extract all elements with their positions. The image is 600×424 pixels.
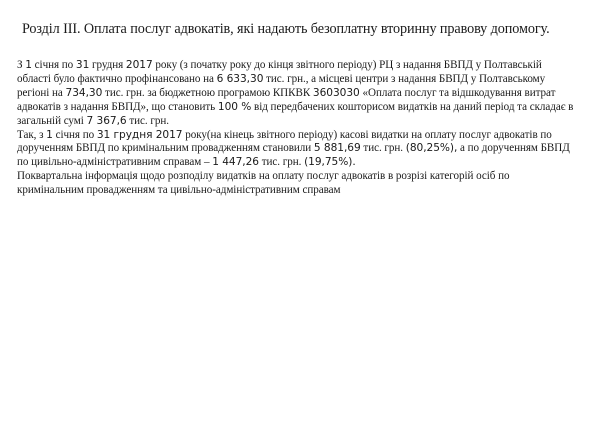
text-run: року (з початку року до кінця звітного періоду) РЦ з надання БВПД у Полтавській області було фактично профінансовано на: [17, 59, 542, 85]
text-run: січня по: [31, 59, 76, 71]
number-run: 1: [25, 59, 32, 71]
text-run: Так, з: [17, 128, 47, 141]
slide-title: Розділ ІІІ. Оплата послуг адвокатів, які надають безоплатну вторинну правову допомогу.: [22, 21, 550, 37]
paragraph-quarterly-info: [17, 170, 577, 198]
text-run: а по дорученням БВПД по цивільно-адміністративним справам –: [17, 142, 570, 169]
paragraph-funding: [17, 59, 577, 129]
paragraph-expenses: [17, 129, 577, 171]
text-run: тис. грн., а місцеві центри з надання БВПД у Полтавському регіоні на: [17, 72, 546, 99]
number-run: 7 367,6: [86, 114, 127, 127]
text-run: З: [17, 59, 26, 71]
number-run: (19,75%).: [304, 156, 356, 169]
text-run: від передбачених кошторисом видатків на даний період та складає в загальній сумі: [17, 100, 574, 127]
number-run: 1: [46, 128, 53, 141]
number-run: 100 %: [217, 100, 252, 113]
text-run: Поквартальна інформація щодо розподілу видатків на оплату послуг адвокатів в розрізі категорій осіб по кримінальним провадженням та цивільно-адміністративним справам: [17, 170, 510, 197]
slide-body: [17, 59, 577, 198]
text-run: «Оплата послуг та відшкодування витрат адвокатів з надання БВПД», що становить: [17, 86, 556, 113]
number-run: 5 881,69: [313, 142, 361, 155]
number-run: 3603030: [312, 86, 360, 99]
number-run: 734,30: [65, 86, 103, 99]
number-run: (80,25%),: [405, 142, 458, 155]
text-run: тис. грн. за бюджетною програмою КПКВК: [102, 86, 313, 99]
number-run: 1 447,26: [212, 156, 259, 169]
number-run: 6 633,30: [216, 72, 264, 85]
text-run: тис. грн.: [360, 142, 406, 155]
text-run: тис. грн.: [126, 114, 169, 127]
number-run: 31 грудня 2017: [96, 128, 183, 141]
text-run: грудня: [89, 59, 126, 71]
number-run: 31: [75, 59, 90, 71]
text-run: року(на кінець звітного періоду) касові видатки на оплату послуг адвокатів по дорученням БВПД по кримінальним провадженням становили: [17, 128, 552, 155]
text-run: січня по: [52, 128, 97, 141]
text-run: тис. грн.: [259, 156, 305, 169]
number-run: 2017: [125, 59, 153, 71]
